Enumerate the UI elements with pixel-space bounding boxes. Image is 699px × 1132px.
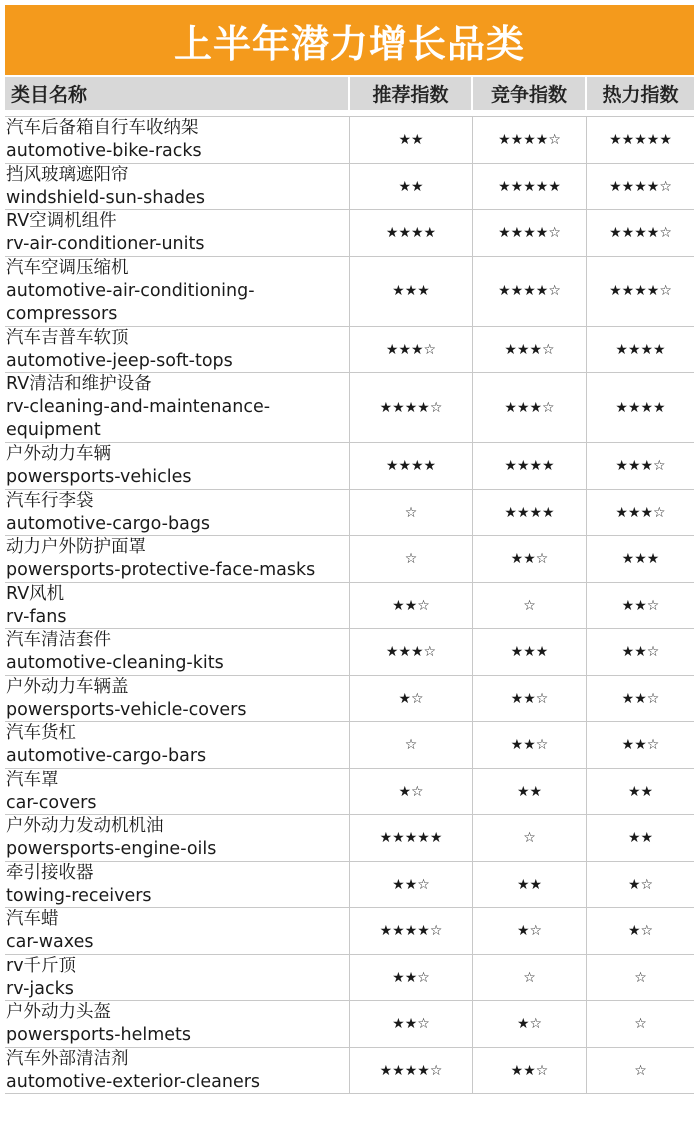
table-body	[5, 116, 694, 1094]
category-name-cell	[5, 955, 350, 1001]
heat-stars: ☆	[634, 1062, 647, 1079]
recommend-stars: ★★★★	[350, 443, 473, 489]
category-name-zh: 汽车外部清洁剂	[6, 1048, 129, 1069]
category-name-cell	[5, 815, 350, 861]
category-name-zh: 户外动力发动机机油	[6, 816, 164, 836]
table-row	[5, 583, 694, 630]
recommend-stars: ★☆	[350, 676, 473, 722]
category-name-en: automotive-cargo-bars	[6, 746, 207, 766]
table-row	[5, 676, 694, 723]
heat-stars: ★★★	[621, 551, 660, 567]
category-name-zh: 户外动力车辆盖	[6, 676, 129, 697]
category-name-cell	[5, 327, 350, 373]
category-name-en: powersports-vehicles	[6, 467, 192, 487]
heat-stars: ★★	[627, 830, 654, 846]
recommend-stars: ★★☆	[350, 862, 473, 908]
recommend-stars: ☆	[350, 490, 473, 536]
category-name-en: compressors	[6, 303, 118, 324]
recommend-stars: ★★★★	[350, 210, 473, 256]
table-row	[5, 490, 694, 537]
heat-stars: ★★☆	[621, 644, 660, 660]
category-name-en: car-covers	[6, 792, 97, 813]
heat-stars: ★★★★☆	[609, 283, 672, 299]
heat-stars: ★★★★☆	[609, 225, 672, 241]
table-row	[5, 955, 694, 1002]
heat-stars: ★★★★☆	[609, 178, 672, 195]
table-row	[5, 1048, 694, 1095]
category-name-zh: 动力户外防护面罩	[6, 537, 146, 557]
competition-stars: ☆	[473, 955, 587, 1001]
category-name-cell	[5, 373, 350, 442]
competition-stars: ★★★	[473, 629, 587, 675]
competition-stars: ★★☆	[473, 676, 587, 722]
category-name-en: equipment	[6, 420, 101, 440]
competition-stars: ★★★★	[473, 490, 587, 536]
table-header	[5, 77, 694, 110]
category-name-zh: 汽车清洁套件	[6, 630, 111, 650]
category-name-cell	[5, 210, 350, 256]
competition-stars: ☆	[473, 815, 587, 861]
table-row	[5, 117, 694, 164]
recommend-stars: ★★★	[350, 257, 473, 326]
recommend-stars: ★★★★☆	[350, 908, 473, 954]
table-row	[5, 1001, 694, 1048]
category-name-en: windshield-sun-shades	[6, 187, 206, 208]
category-name-en: automotive-exterior-cleaners	[6, 1071, 261, 1092]
category-name-zh: 汽车空调压缩机	[6, 257, 129, 278]
recommend-stars: ★★☆	[350, 1001, 473, 1047]
category-name-en: rv-fans	[6, 606, 67, 627]
table-row	[5, 257, 694, 327]
table-row	[5, 164, 694, 211]
category-name-cell	[5, 117, 350, 163]
recommend-stars: ★★	[350, 117, 473, 163]
category-name-cell	[5, 443, 350, 489]
recommend-stars: ☆	[350, 536, 473, 582]
header-heat-index: 热力指数	[587, 77, 694, 110]
recommend-stars: ★★	[350, 164, 473, 210]
category-name-cell	[5, 629, 350, 675]
category-name-cell	[5, 1001, 350, 1047]
competition-stars: ★★☆	[473, 722, 587, 768]
competition-stars: ★★★☆	[473, 327, 587, 373]
table-row	[5, 210, 694, 257]
category-name-en: powersports-vehicle-covers	[6, 699, 247, 720]
category-name-zh: rv千斤顶	[6, 955, 77, 976]
recommend-stars: ★★★★☆	[350, 1048, 473, 1094]
heat-stars: ★★★☆	[615, 458, 666, 474]
header-category-name: 类目名称	[5, 77, 348, 110]
category-name-en: powersports-engine-oils	[6, 839, 217, 859]
heat-stars: ★★★★★	[609, 132, 672, 148]
category-name-en: automotive-cleaning-kits	[6, 653, 224, 673]
table-row	[5, 629, 694, 676]
category-name-cell	[5, 257, 350, 326]
competition-stars: ★★★★☆	[473, 117, 587, 163]
category-name-en: car-waxes	[6, 932, 94, 952]
category-name-cell	[5, 164, 350, 210]
recommend-stars: ★★★☆	[350, 629, 473, 675]
table-row	[5, 327, 694, 374]
competition-stars: ★★★☆	[473, 373, 587, 442]
title-banner	[5, 5, 694, 75]
heat-stars: ☆	[634, 1016, 647, 1032]
header-recommend-index: 推荐指数	[350, 77, 471, 110]
category-name-zh: 汽车吉普车软顶	[6, 327, 129, 348]
category-name-en: rv-jacks	[6, 978, 74, 999]
category-name-zh: 挡风玻璃遮阳帘	[6, 164, 129, 185]
competition-stars: ★☆	[473, 1001, 587, 1047]
category-name-cell	[5, 908, 350, 954]
recommend-stars: ★★☆	[350, 955, 473, 1001]
recommend-stars: ★☆	[350, 769, 473, 815]
competition-stars: ☆	[473, 583, 587, 629]
recommend-stars: ★★★★☆	[350, 373, 473, 442]
page-title: 上半年潜力增长品类	[173, 21, 525, 66]
category-name-cell	[5, 722, 350, 768]
table-row	[5, 722, 694, 769]
category-name-en: powersports-helmets	[6, 1025, 192, 1045]
category-name-cell	[5, 676, 350, 722]
competition-stars: ★★★★★	[473, 164, 587, 210]
category-name-cell	[5, 1048, 350, 1094]
table-row	[5, 443, 694, 490]
recommend-stars: ★★★★★	[350, 815, 473, 861]
category-name-en: rv-air-conditioner-units	[6, 234, 205, 254]
category-name-zh: 汽车后备箱自行车收纳架	[6, 118, 199, 138]
table-row	[5, 769, 694, 816]
category-name-en: automotive-jeep-soft-tops	[6, 350, 233, 371]
heat-stars: ★★☆	[621, 597, 660, 614]
competition-stars: ★★★★	[473, 443, 587, 489]
heat-stars: ★☆	[627, 923, 654, 939]
category-name-en: automotive-bike-racks	[6, 141, 202, 161]
table-row	[5, 862, 694, 909]
table-row	[5, 373, 694, 443]
category-name-zh: 汽车行李袋	[6, 490, 94, 511]
competition-stars: ★★★★☆	[473, 210, 587, 256]
table-row	[5, 536, 694, 583]
category-name-cell	[5, 536, 350, 582]
category-name-zh: 汽车货杠	[6, 723, 76, 743]
category-name-cell	[5, 769, 350, 815]
category-name-zh: RV清洁和维护设备	[6, 374, 152, 394]
category-name-en: automotive-air-conditioning-	[6, 280, 255, 301]
competition-stars: ★★	[473, 862, 587, 908]
heat-stars: ★★☆	[621, 737, 660, 753]
competition-stars: ★★	[473, 769, 587, 815]
recommend-stars: ★★★☆	[350, 327, 473, 373]
heat-stars: ☆	[634, 969, 647, 986]
category-name-cell	[5, 862, 350, 908]
recommend-stars: ☆	[350, 722, 473, 768]
category-name-zh: 户外动力车辆	[6, 444, 111, 464]
heat-stars: ★☆	[627, 876, 654, 893]
heat-stars: ★★★★	[615, 341, 666, 358]
table-row	[5, 815, 694, 862]
category-name-en: rv-cleaning-and-maintenance-	[6, 397, 271, 417]
category-name-cell	[5, 583, 350, 629]
category-name-zh: 汽车蜡	[6, 909, 59, 929]
category-name-zh: RV空调机组件	[6, 211, 117, 231]
category-name-zh: 汽车罩	[6, 769, 59, 790]
category-name-en: powersports-protective-face-masks	[6, 560, 316, 580]
category-table	[5, 77, 694, 1094]
competition-stars: ★☆	[473, 908, 587, 954]
category-name-en: automotive-cargo-bags	[6, 513, 211, 534]
competition-stars: ★★☆	[473, 536, 587, 582]
heat-stars: ★★☆	[621, 690, 660, 707]
heat-stars: ★★★★	[615, 399, 666, 416]
competition-stars: ★★★★☆	[473, 257, 587, 326]
heat-stars: ★★★☆	[615, 504, 666, 521]
table-row	[5, 908, 694, 955]
category-name-zh: 户外动力头盔	[6, 1002, 111, 1022]
competition-stars: ★★☆	[473, 1048, 587, 1094]
heat-stars: ★★	[627, 783, 654, 800]
category-name-zh: RV风机	[6, 583, 65, 604]
category-name-cell	[5, 490, 350, 536]
recommend-stars: ★★☆	[350, 583, 473, 629]
category-name-zh: 牵引接收器	[6, 862, 94, 883]
header-competition-index: 竞争指数	[473, 77, 585, 110]
category-name-en: towing-receivers	[6, 885, 152, 906]
